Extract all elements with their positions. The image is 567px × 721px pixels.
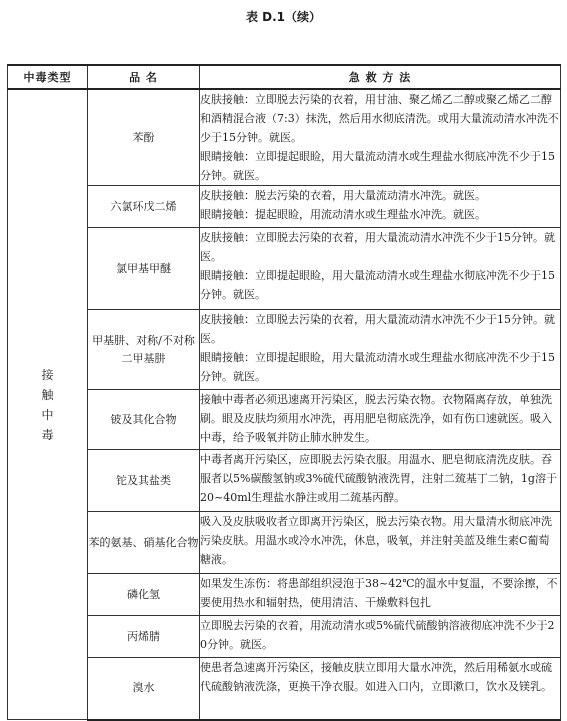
method-line: 皮肤接触：立即脱去污染的衣着，用大量流动清水冲洗不少于15分钟。就医。 bbox=[200, 231, 555, 263]
substance-name: 苯酚 bbox=[88, 89, 200, 186]
method-line: 吸入及皮肤吸收者立即离开污染区，脱去污染衣物。用大量清水彻底冲洗污染皮肤。用温水或冷水冲洗，休息，吸氧，并注射美蓝及维生素C葡萄糖液。 bbox=[200, 515, 552, 566]
substance-name: 氯甲基甲醚 bbox=[88, 228, 200, 310]
table-row bbox=[8, 390, 561, 450]
first-aid-method bbox=[200, 310, 561, 390]
substance-name: 铍及其化合物 bbox=[88, 390, 200, 450]
first-aid-method bbox=[200, 450, 561, 512]
first-aid-method bbox=[200, 89, 561, 186]
first-aid-table bbox=[7, 64, 561, 721]
substance-name: 六氯环戊二烯 bbox=[88, 186, 200, 228]
method-line: 接触中毒者必须迅速离开污染区，脱去污染衣物。衣物隔离存放，单独洗刷。眼及皮肤均须用水冲洗，再用肥皂彻底洗净，如有伤口速就医。吸入中毒，给予吸氧并防止肺水肿发生。 bbox=[200, 393, 552, 444]
table-header-row bbox=[8, 65, 561, 89]
table-row bbox=[8, 616, 561, 658]
substance-name: 苯的氨基、硝基化合物 bbox=[88, 512, 200, 574]
first-aid-method bbox=[200, 574, 561, 616]
substance-name: 磷化氢 bbox=[88, 574, 200, 616]
first-aid-method bbox=[200, 390, 561, 450]
table-row bbox=[8, 186, 561, 228]
first-aid-method bbox=[200, 616, 561, 658]
method-line: 眼睛接触：立即提起眼睑，用大量流动清水或生理盐水彻底冲洗不少于15分钟。就医。 bbox=[200, 351, 555, 383]
table-row bbox=[8, 89, 561, 186]
method-line: 中毒者离开污染区，应即脱去污染衣服。用温水、肥皂彻底清洗皮肤。吞服者以5%碳酸氢钠或3%硫代硫酸钠液洗胃，注射二巯基丁二钠，1g溶于20~40ml生理盐水静注或用二巯基丙醇。 bbox=[200, 453, 557, 504]
substance-name: 甲基肼、对称/不对称二甲基肼 bbox=[88, 310, 200, 390]
header-name: 品 名 bbox=[88, 65, 200, 89]
substance-name: 铊及其盐类 bbox=[88, 450, 200, 512]
method-line: 眼睛接触：立即提起眼睑，用大量流动清水或生理盐水彻底冲洗不少于15分钟。就医。 bbox=[200, 150, 555, 182]
category-cell bbox=[8, 89, 88, 720]
method-line: 皮肤接触：脱去污染的衣着，用大量流动清水冲洗。就医。 bbox=[200, 189, 486, 202]
method-line: 如果发生冻伤：将患部组织浸泡于38~42℃的温水中复温，不要涂擦，不要使用热水和辐射热，使用清洁、干燥敷料包扎 bbox=[200, 577, 558, 609]
first-aid-method bbox=[200, 228, 561, 310]
table-row bbox=[8, 450, 561, 512]
method-line: 使患者急速离开污染区，接触皮肤立即用大量水冲洗，然后用稀氨水或硫代硫酸钠液洗涤，更换干净衣服。如进入口内，立即漱口，饮水及镁乳。 bbox=[200, 661, 552, 693]
method-line: 皮肤接触：立即脱去污染的衣着，用甘油、聚乙烯乙二醇或聚乙烯乙二醇和酒精混合液（7:3）抹洗，然后用水彻底清洗。或用大量流动清水冲洗不少于15分钟。就医。 bbox=[200, 93, 559, 144]
method-line: 眼睛接触：立即提起眼睑，用大量流动清水或生理盐水彻底冲洗不少于15分钟。就医。 bbox=[200, 269, 555, 301]
substance-name: 溴水 bbox=[88, 658, 200, 720]
first-aid-method bbox=[200, 512, 561, 574]
table-row bbox=[8, 512, 561, 574]
method-line: 皮肤接触：立即脱去污染的衣着，用大量流动清水冲洗不少于15分钟。就医。 bbox=[200, 313, 555, 345]
header-method: 急 救 方 法 bbox=[200, 65, 561, 89]
table-row bbox=[8, 574, 561, 616]
category-label: 接触中毒 bbox=[41, 367, 54, 442]
first-aid-method bbox=[200, 658, 561, 720]
method-line: 立即脱去污染的衣着，用流动清水或5%硫代硫酸钠溶液彻底冲洗不少于20分钟。就医。 bbox=[200, 619, 555, 651]
header-category: 中毒类型 bbox=[8, 65, 88, 89]
table-caption: 表 D.1（续） bbox=[245, 10, 322, 24]
first-aid-method bbox=[200, 186, 561, 228]
table-row bbox=[8, 228, 561, 310]
table-row bbox=[8, 658, 561, 720]
substance-name: 丙烯腈 bbox=[88, 616, 200, 658]
table-row bbox=[8, 310, 561, 390]
method-line: 眼睛接触：提起眼睑，用流动清水或生理盐水冲洗。就医。 bbox=[200, 208, 486, 221]
